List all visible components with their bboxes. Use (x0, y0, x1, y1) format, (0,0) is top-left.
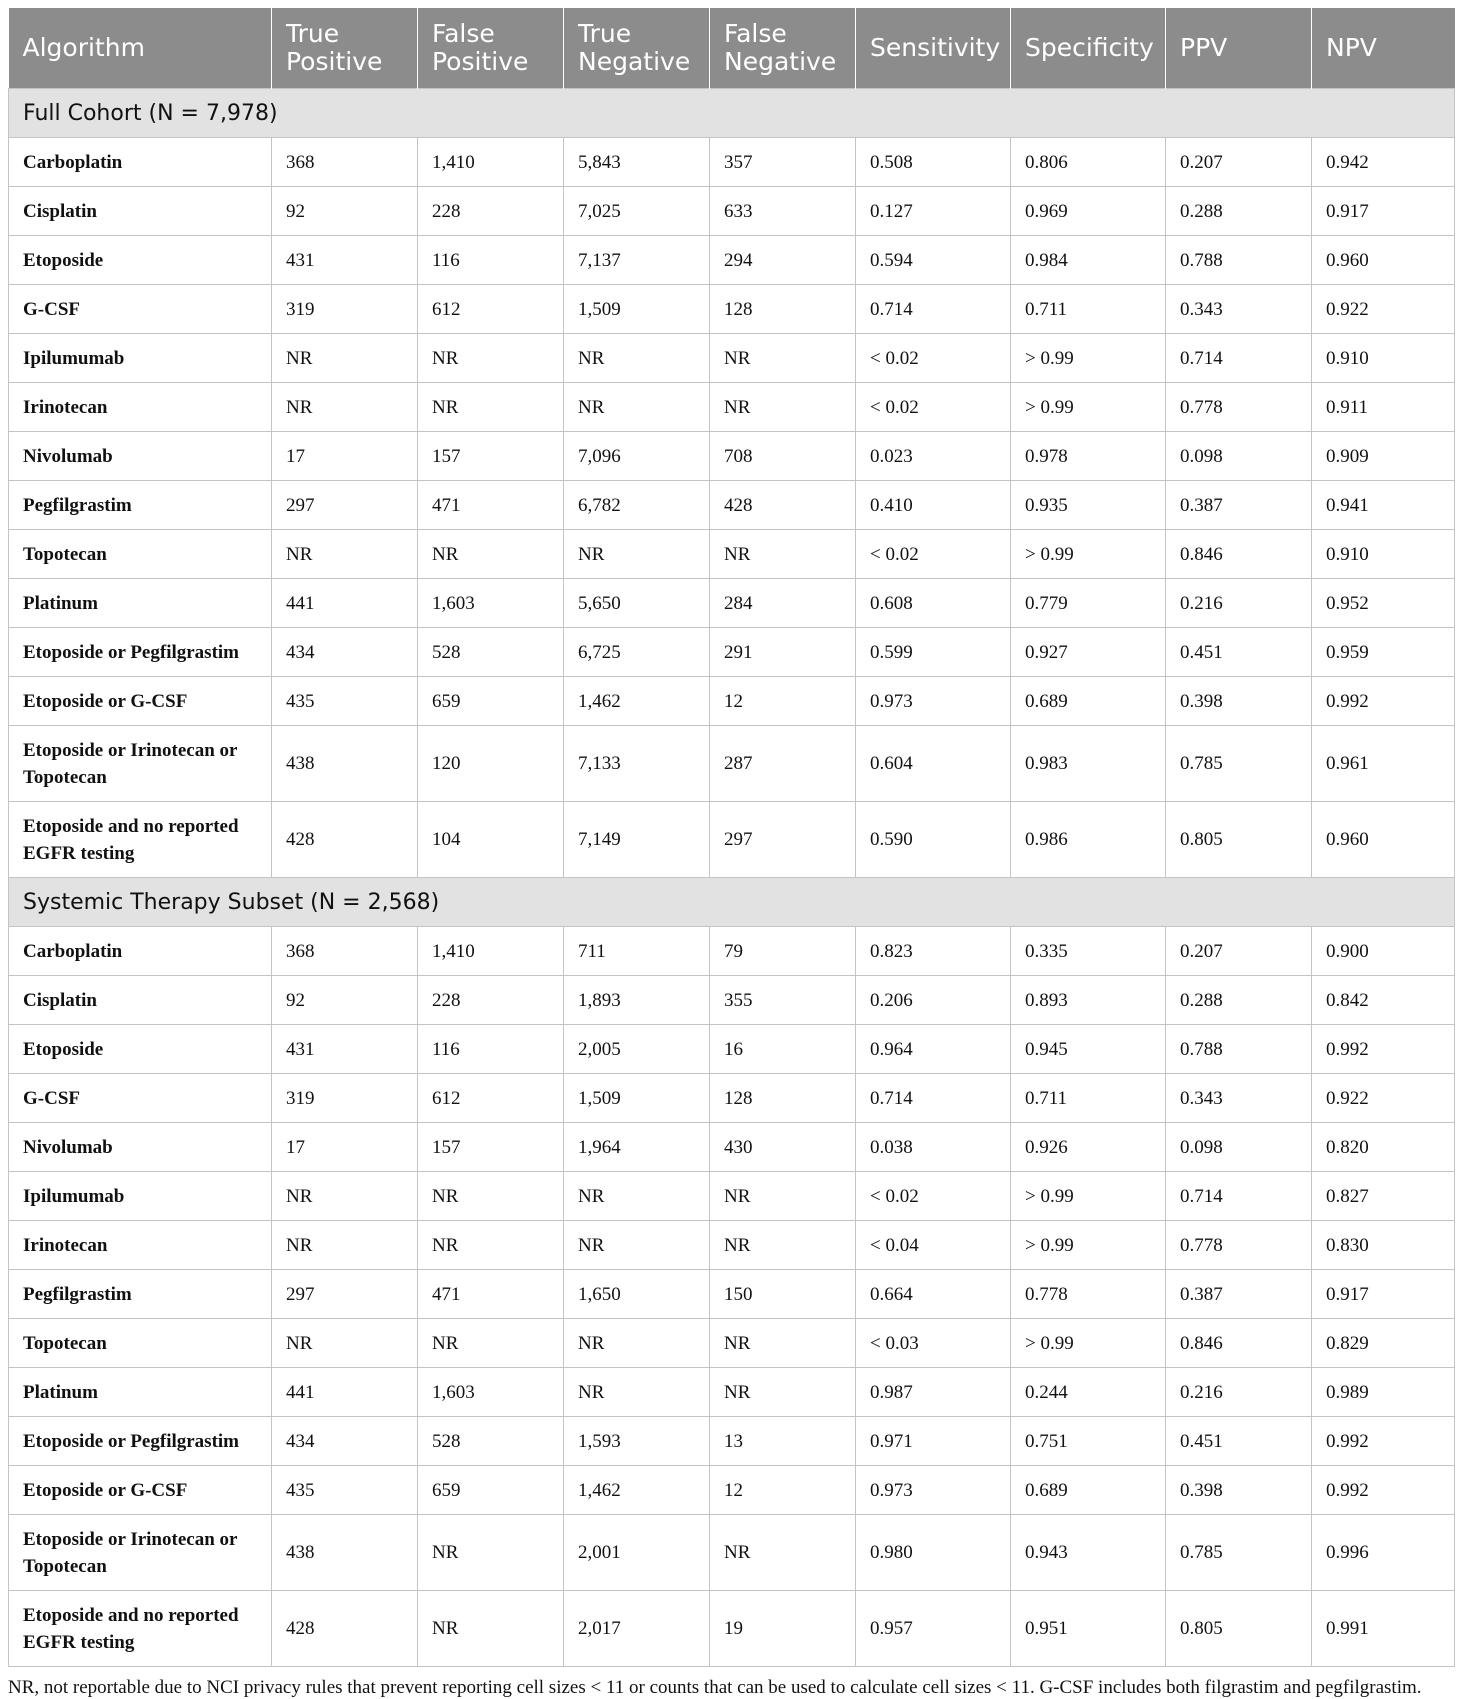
cell-true-positive: 434 (272, 628, 418, 677)
cell-npv: 0.830 (1312, 1221, 1455, 1270)
cell-true-negative: 1,893 (564, 976, 710, 1025)
column-header-sensitivity: Sensitivity (856, 8, 1011, 89)
cell-specificity: > 0.99 (1011, 1221, 1166, 1270)
cell-true-positive: 441 (272, 1368, 418, 1417)
cell-ppv: 0.207 (1166, 927, 1312, 976)
cell-ppv: 0.398 (1166, 1466, 1312, 1515)
cell-false-negative: 12 (710, 677, 856, 726)
cell-npv: 0.996 (1312, 1515, 1455, 1591)
cell-false-negative: 355 (710, 976, 856, 1025)
table-row (9, 187, 1455, 236)
cell-false-positive: 104 (418, 802, 564, 878)
table-row (9, 1417, 1455, 1466)
column-header-specificity: Specificity (1011, 8, 1166, 89)
cell-npv: 0.900 (1312, 927, 1455, 976)
cell-specificity: 0.926 (1011, 1123, 1166, 1172)
cell-algorithm: Cisplatin (9, 976, 272, 1025)
cell-sensitivity: 0.604 (856, 726, 1011, 802)
cell-algorithm: Carboplatin (9, 927, 272, 976)
cell-false-positive: 116 (418, 236, 564, 285)
cell-algorithm: Etoposide or Pegfilgrastim (9, 628, 272, 677)
cell-sensitivity: 0.038 (856, 1123, 1011, 1172)
cell-algorithm: Etoposide or Irinotecan or Topotecan (9, 726, 272, 802)
table-row (9, 579, 1455, 628)
cell-false-negative: NR (710, 1221, 856, 1270)
cell-sensitivity: 0.714 (856, 1074, 1011, 1123)
cell-algorithm: Etoposide or Pegfilgrastim (9, 1417, 272, 1466)
cell-true-negative: 711 (564, 927, 710, 976)
cell-true-negative: 7,096 (564, 432, 710, 481)
cell-sensitivity: < 0.02 (856, 383, 1011, 432)
cell-true-positive: 319 (272, 1074, 418, 1123)
cell-true-negative: 1,593 (564, 1417, 710, 1466)
cell-false-positive: 659 (418, 677, 564, 726)
cell-algorithm: Ipilumumab (9, 334, 272, 383)
cell-false-positive: NR (418, 383, 564, 432)
group-label: Systemic Therapy Subset (N = 2,568) (9, 878, 1455, 927)
group-header-row (9, 878, 1455, 927)
cell-algorithm: Etoposide (9, 236, 272, 285)
cell-npv: 0.960 (1312, 802, 1455, 878)
cell-algorithm: Pegfilgrastim (9, 1270, 272, 1319)
cell-false-negative: 16 (710, 1025, 856, 1074)
cell-false-negative: 294 (710, 236, 856, 285)
cell-false-negative: 128 (710, 285, 856, 334)
cell-false-negative: 79 (710, 927, 856, 976)
cell-true-negative: NR (564, 383, 710, 432)
cell-ppv: 0.788 (1166, 1025, 1312, 1074)
cell-sensitivity: 0.664 (856, 1270, 1011, 1319)
table-row (9, 976, 1455, 1025)
table-row (9, 1591, 1455, 1667)
cell-false-negative: 13 (710, 1417, 856, 1466)
cell-true-positive: 428 (272, 1591, 418, 1667)
cell-npv: 0.911 (1312, 383, 1455, 432)
cell-npv: 0.910 (1312, 530, 1455, 579)
cell-false-negative: 287 (710, 726, 856, 802)
cell-sensitivity: 0.973 (856, 677, 1011, 726)
cell-algorithm: Platinum (9, 579, 272, 628)
cell-false-positive: 612 (418, 1074, 564, 1123)
cell-specificity: 0.927 (1011, 628, 1166, 677)
cell-sensitivity: 0.823 (856, 927, 1011, 976)
table-body (9, 89, 1455, 1667)
cell-false-negative: 428 (710, 481, 856, 530)
column-header-true-negative: True Negative (564, 8, 710, 89)
cell-true-negative: 7,137 (564, 236, 710, 285)
cell-specificity: 0.893 (1011, 976, 1166, 1025)
cell-ppv: 0.846 (1166, 1319, 1312, 1368)
cell-ppv: 0.451 (1166, 628, 1312, 677)
cell-npv: 0.961 (1312, 726, 1455, 802)
cell-ppv: 0.216 (1166, 1368, 1312, 1417)
cell-false-negative: 128 (710, 1074, 856, 1123)
cell-sensitivity: 0.206 (856, 976, 1011, 1025)
cell-specificity: 0.335 (1011, 927, 1166, 976)
cell-false-positive: 1,603 (418, 579, 564, 628)
cell-false-positive: 116 (418, 1025, 564, 1074)
cell-sensitivity: 0.980 (856, 1515, 1011, 1591)
cell-true-negative: 2,005 (564, 1025, 710, 1074)
cell-sensitivity: 0.964 (856, 1025, 1011, 1074)
cell-ppv: 0.805 (1166, 802, 1312, 878)
cell-algorithm: Pegfilgrastim (9, 481, 272, 530)
cell-false-negative: 150 (710, 1270, 856, 1319)
cell-false-positive: 471 (418, 1270, 564, 1319)
cell-ppv: 0.451 (1166, 1417, 1312, 1466)
cell-algorithm: Etoposide or Irinotecan or Topotecan (9, 1515, 272, 1591)
cell-true-negative: 6,725 (564, 628, 710, 677)
table-row (9, 1172, 1455, 1221)
cell-ppv: 0.216 (1166, 579, 1312, 628)
cell-algorithm: Etoposide (9, 1025, 272, 1074)
table-row (9, 1074, 1455, 1123)
cell-true-negative: 1,462 (564, 1466, 710, 1515)
cell-true-positive: 431 (272, 1025, 418, 1074)
table-row (9, 1466, 1455, 1515)
cell-true-positive: 92 (272, 187, 418, 236)
cell-ppv: 0.714 (1166, 334, 1312, 383)
cell-false-positive: NR (418, 334, 564, 383)
cell-ppv: 0.846 (1166, 530, 1312, 579)
cell-npv: 0.942 (1312, 138, 1455, 187)
cell-ppv: 0.098 (1166, 432, 1312, 481)
cell-algorithm: Carboplatin (9, 138, 272, 187)
table-row (9, 1270, 1455, 1319)
cell-ppv: 0.785 (1166, 726, 1312, 802)
cell-npv: 0.829 (1312, 1319, 1455, 1368)
cell-npv: 0.992 (1312, 677, 1455, 726)
cell-false-negative: 708 (710, 432, 856, 481)
cell-algorithm: Topotecan (9, 530, 272, 579)
cell-false-positive: 120 (418, 726, 564, 802)
cell-ppv: 0.288 (1166, 976, 1312, 1025)
table-row (9, 1221, 1455, 1270)
cell-false-positive: 659 (418, 1466, 564, 1515)
cell-true-positive: 17 (272, 1123, 418, 1172)
cell-sensitivity: 0.594 (856, 236, 1011, 285)
cell-algorithm: Cisplatin (9, 187, 272, 236)
cell-algorithm: Etoposide and no reported EGFR testing (9, 1591, 272, 1667)
cell-false-positive: 612 (418, 285, 564, 334)
cell-true-negative: NR (564, 530, 710, 579)
cell-true-negative: 5,843 (564, 138, 710, 187)
cell-false-positive: 1,603 (418, 1368, 564, 1417)
cell-specificity: 0.969 (1011, 187, 1166, 236)
column-header-true-positive: True Positive (272, 8, 418, 89)
cell-false-positive: NR (418, 1319, 564, 1368)
cell-true-positive: 368 (272, 927, 418, 976)
cell-npv: 0.992 (1312, 1025, 1455, 1074)
cell-true-positive: 92 (272, 976, 418, 1025)
cell-ppv: 0.343 (1166, 285, 1312, 334)
cell-true-negative: NR (564, 1368, 710, 1417)
cell-specificity: 0.806 (1011, 138, 1166, 187)
cell-false-positive: NR (418, 1172, 564, 1221)
cell-false-negative: NR (710, 383, 856, 432)
column-header-algorithm: Algorithm (9, 8, 272, 89)
cell-false-positive: 528 (418, 628, 564, 677)
cell-false-positive: 1,410 (418, 927, 564, 976)
cell-algorithm: G-CSF (9, 285, 272, 334)
cell-ppv: 0.805 (1166, 1591, 1312, 1667)
cell-true-negative: 7,149 (564, 802, 710, 878)
table-footnote: NR, not reportable due to NCI privacy rules that prevent reporting cell sizes < 11 or counts that can be used to calculate cell sizes < 11. G-CSF includes both filgrastim and pegfilgrastim. (8, 1677, 1422, 1698)
cell-npv: 0.820 (1312, 1123, 1455, 1172)
cell-npv: 0.992 (1312, 1417, 1455, 1466)
column-header-npv: NPV (1312, 8, 1455, 89)
cell-true-negative: 1,650 (564, 1270, 710, 1319)
cell-ppv: 0.288 (1166, 187, 1312, 236)
cell-npv: 0.992 (1312, 1466, 1455, 1515)
cell-true-positive: 438 (272, 1515, 418, 1591)
cell-true-negative: 1,462 (564, 677, 710, 726)
cell-true-negative: NR (564, 1172, 710, 1221)
cell-false-positive: 157 (418, 1123, 564, 1172)
cell-specificity: 0.689 (1011, 1466, 1166, 1515)
cell-true-positive: NR (272, 1319, 418, 1368)
cell-specificity: 0.779 (1011, 579, 1166, 628)
cell-false-negative: 633 (710, 187, 856, 236)
cell-true-positive: 438 (272, 726, 418, 802)
cell-algorithm: Irinotecan (9, 383, 272, 432)
cell-false-positive: 157 (418, 432, 564, 481)
column-header-false-positive: False Positive (418, 8, 564, 89)
column-header-ppv: PPV (1166, 8, 1312, 89)
cell-true-positive: 319 (272, 285, 418, 334)
table-row (9, 530, 1455, 579)
cell-algorithm: G-CSF (9, 1074, 272, 1123)
cell-true-negative: 2,001 (564, 1515, 710, 1591)
cell-npv: 0.989 (1312, 1368, 1455, 1417)
cell-ppv: 0.788 (1166, 236, 1312, 285)
cell-algorithm: Etoposide or G-CSF (9, 677, 272, 726)
cell-true-positive: 435 (272, 677, 418, 726)
table-row (9, 432, 1455, 481)
table-row (9, 236, 1455, 285)
cell-specificity: 0.778 (1011, 1270, 1166, 1319)
cell-ppv: 0.098 (1166, 1123, 1312, 1172)
cell-algorithm: Platinum (9, 1368, 272, 1417)
cell-ppv: 0.785 (1166, 1515, 1312, 1591)
cell-specificity: 0.689 (1011, 677, 1166, 726)
cell-sensitivity: < 0.04 (856, 1221, 1011, 1270)
cell-ppv: 0.343 (1166, 1074, 1312, 1123)
cell-false-positive: 228 (418, 187, 564, 236)
cell-true-negative: 7,025 (564, 187, 710, 236)
cell-specificity: 0.986 (1011, 802, 1166, 878)
cell-true-positive: NR (272, 1221, 418, 1270)
cell-false-negative: 284 (710, 579, 856, 628)
cell-true-negative: NR (564, 1319, 710, 1368)
cell-false-negative: 357 (710, 138, 856, 187)
cell-specificity: > 0.99 (1011, 383, 1166, 432)
cell-sensitivity: < 0.02 (856, 334, 1011, 383)
cell-true-negative: 2,017 (564, 1591, 710, 1667)
cell-true-negative: 5,650 (564, 579, 710, 628)
table-row (9, 628, 1455, 677)
cell-ppv: 0.778 (1166, 1221, 1312, 1270)
table-row (9, 1025, 1455, 1074)
cell-npv: 0.910 (1312, 334, 1455, 383)
cell-false-positive: NR (418, 1221, 564, 1270)
cell-false-negative: NR (710, 334, 856, 383)
cell-ppv: 0.207 (1166, 138, 1312, 187)
cell-npv: 0.917 (1312, 1270, 1455, 1319)
table-row (9, 138, 1455, 187)
cell-sensitivity: 0.714 (856, 285, 1011, 334)
cell-specificity: 0.945 (1011, 1025, 1166, 1074)
cell-true-positive: NR (272, 530, 418, 579)
cell-algorithm: Nivolumab (9, 432, 272, 481)
group-label: Full Cohort (N = 7,978) (9, 89, 1455, 138)
table-row (9, 285, 1455, 334)
cell-false-negative: NR (710, 1368, 856, 1417)
cell-specificity: 0.984 (1011, 236, 1166, 285)
cell-false-negative: 297 (710, 802, 856, 878)
cell-npv: 0.917 (1312, 187, 1455, 236)
cell-true-negative: NR (564, 1221, 710, 1270)
cell-npv: 0.922 (1312, 285, 1455, 334)
cell-specificity: 0.983 (1011, 726, 1166, 802)
table-row (9, 1319, 1455, 1368)
cell-npv: 0.960 (1312, 236, 1455, 285)
cell-false-positive: NR (418, 1515, 564, 1591)
cell-true-positive: 435 (272, 1466, 418, 1515)
cell-algorithm: Topotecan (9, 1319, 272, 1368)
cell-ppv: 0.398 (1166, 677, 1312, 726)
cell-sensitivity: 0.971 (856, 1417, 1011, 1466)
cell-sensitivity: 0.410 (856, 481, 1011, 530)
cell-false-negative: NR (710, 1319, 856, 1368)
cell-algorithm: Irinotecan (9, 1221, 272, 1270)
cell-false-positive: 1,410 (418, 138, 564, 187)
cell-specificity: 0.978 (1011, 432, 1166, 481)
cell-ppv: 0.778 (1166, 383, 1312, 432)
cell-specificity: 0.951 (1011, 1591, 1166, 1667)
cell-true-positive: 428 (272, 802, 418, 878)
cell-specificity: > 0.99 (1011, 1319, 1166, 1368)
cell-sensitivity: < 0.02 (856, 530, 1011, 579)
cell-true-negative: 6,782 (564, 481, 710, 530)
cell-false-positive: NR (418, 530, 564, 579)
cell-true-negative: 1,509 (564, 285, 710, 334)
cell-specificity: 0.943 (1011, 1515, 1166, 1591)
cell-sensitivity: 0.987 (856, 1368, 1011, 1417)
cell-sensitivity: 0.023 (856, 432, 1011, 481)
cell-true-positive: NR (272, 1172, 418, 1221)
cell-false-negative: 12 (710, 1466, 856, 1515)
cell-algorithm: Ipilumumab (9, 1172, 272, 1221)
cell-true-negative: 1,509 (564, 1074, 710, 1123)
cell-specificity: 0.711 (1011, 285, 1166, 334)
cell-ppv: 0.387 (1166, 481, 1312, 530)
table-row (9, 1515, 1455, 1591)
cell-sensitivity: 0.127 (856, 187, 1011, 236)
cell-sensitivity: 0.957 (856, 1591, 1011, 1667)
table-row (9, 481, 1455, 530)
cell-true-positive: 441 (272, 579, 418, 628)
table-row (9, 383, 1455, 432)
table-row (9, 334, 1455, 383)
cell-sensitivity: 0.608 (856, 579, 1011, 628)
cell-false-positive: 528 (418, 1417, 564, 1466)
cell-specificity: 0.935 (1011, 481, 1166, 530)
cell-true-positive: NR (272, 383, 418, 432)
cell-true-negative: 7,133 (564, 726, 710, 802)
cell-false-negative: 291 (710, 628, 856, 677)
cell-true-negative: 1,964 (564, 1123, 710, 1172)
cell-false-negative: NR (710, 1515, 856, 1591)
cell-algorithm: Etoposide and no reported EGFR testing (9, 802, 272, 878)
cell-true-positive: 17 (272, 432, 418, 481)
cell-false-positive: NR (418, 1591, 564, 1667)
cell-sensitivity: 0.590 (856, 802, 1011, 878)
cell-specificity: > 0.99 (1011, 1172, 1166, 1221)
cell-npv: 0.959 (1312, 628, 1455, 677)
table-row (9, 726, 1455, 802)
cell-npv: 0.922 (1312, 1074, 1455, 1123)
cell-false-negative: NR (710, 1172, 856, 1221)
cell-npv: 0.941 (1312, 481, 1455, 530)
cell-sensitivity: < 0.03 (856, 1319, 1011, 1368)
cell-ppv: 0.387 (1166, 1270, 1312, 1319)
cell-true-positive: NR (272, 334, 418, 383)
cell-true-negative: NR (564, 334, 710, 383)
cell-true-positive: 297 (272, 481, 418, 530)
cell-sensitivity: 0.508 (856, 138, 1011, 187)
cell-sensitivity: < 0.02 (856, 1172, 1011, 1221)
cell-false-positive: 228 (418, 976, 564, 1025)
group-header-row (9, 89, 1455, 138)
cell-npv: 0.827 (1312, 1172, 1455, 1221)
cell-true-positive: 431 (272, 236, 418, 285)
cell-npv: 0.842 (1312, 976, 1455, 1025)
cell-algorithm: Etoposide or G-CSF (9, 1466, 272, 1515)
cell-npv: 0.991 (1312, 1591, 1455, 1667)
cell-true-positive: 368 (272, 138, 418, 187)
column-header-false-negative: False Negative (710, 8, 856, 89)
results-table-container (8, 8, 1454, 1699)
cell-false-negative: 19 (710, 1591, 856, 1667)
header-row (9, 8, 1455, 89)
table-row (9, 1368, 1455, 1417)
cell-false-negative: NR (710, 530, 856, 579)
table-row (9, 927, 1455, 976)
cell-specificity: > 0.99 (1011, 334, 1166, 383)
cell-false-negative: 430 (710, 1123, 856, 1172)
cell-true-positive: 297 (272, 1270, 418, 1319)
algorithm-performance-table (8, 8, 1455, 1667)
cell-sensitivity: 0.973 (856, 1466, 1011, 1515)
cell-ppv: 0.714 (1166, 1172, 1312, 1221)
cell-npv: 0.952 (1312, 579, 1455, 628)
table-row (9, 802, 1455, 878)
table-row (9, 1123, 1455, 1172)
cell-specificity: 0.244 (1011, 1368, 1166, 1417)
cell-specificity: > 0.99 (1011, 530, 1166, 579)
table-row (9, 677, 1455, 726)
cell-specificity: 0.751 (1011, 1417, 1166, 1466)
cell-sensitivity: 0.599 (856, 628, 1011, 677)
cell-true-positive: 434 (272, 1417, 418, 1466)
cell-specificity: 0.711 (1011, 1074, 1166, 1123)
cell-algorithm: Nivolumab (9, 1123, 272, 1172)
cell-false-positive: 471 (418, 481, 564, 530)
cell-npv: 0.909 (1312, 432, 1455, 481)
